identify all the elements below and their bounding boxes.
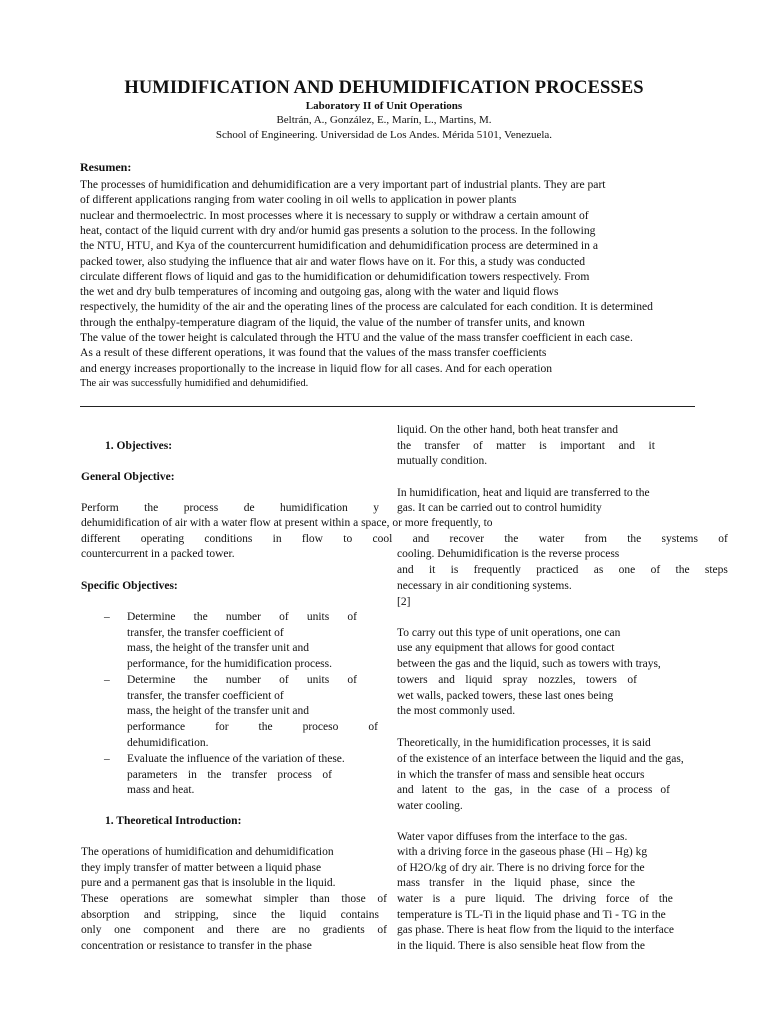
intro-line-3: pure and a permanent gas that is insoluble in the liquid. [81, 877, 336, 889]
word: towers [397, 674, 428, 686]
abstract-line: The value of the tower height is calculated through the HTU and the value of the mass transfer coefficient in each case. [80, 331, 633, 344]
bullet-1-line-1 [127, 610, 357, 626]
word: simpler [263, 893, 299, 905]
abstract-line: heat, contact of the liquid current with dry and/or humid gas presents a solution to the process. In the following [80, 223, 596, 237]
word: as [593, 564, 604, 576]
word: and [143, 909, 161, 921]
word: the [675, 564, 690, 576]
right-p3-line-2: use any equipment that allows for good contact [397, 642, 615, 654]
word: a [450, 893, 456, 905]
general-objective-line-2: dehumidification of air with a water flow at present within a space, or more frequently, to [81, 517, 493, 529]
right-p1-line-1: liquid. On the other hand, both heat transfer and [397, 424, 618, 436]
word: steps [704, 564, 728, 576]
right-p3-line-3: between the gas and the liquid, such as towers with trays, [397, 658, 661, 670]
word: nozzles, [538, 674, 576, 686]
word: of [322, 769, 332, 781]
word: gradients [322, 924, 365, 936]
word: in [272, 533, 282, 545]
word: the [271, 909, 286, 921]
word: the [658, 893, 673, 905]
intro-line-7: concentration or resistance to transfer in the phase [81, 940, 312, 952]
word: from [584, 533, 607, 545]
word: in [473, 877, 483, 889]
abstract-last-line: The air was successfully humidified and dehumidified. [80, 378, 309, 389]
word: and [397, 564, 414, 576]
word: a [604, 784, 610, 796]
right-p5-line-4 [397, 876, 635, 892]
word: Determine [127, 611, 176, 623]
word: contains [340, 909, 379, 921]
word: process [617, 784, 653, 796]
word: liquid [299, 909, 327, 921]
word: there [236, 924, 260, 936]
bullet-3-line-3: mass and heat. [127, 784, 195, 796]
right-p4-line-4 [397, 783, 670, 799]
word: de [243, 502, 255, 514]
right-p2-line-3: cooling. Dehumidification is the reverse process [397, 548, 620, 560]
word: pure [465, 893, 486, 905]
right-p4-line-2: of the existence of an interface between the liquid and the gas, [397, 753, 684, 765]
word: liquid [465, 674, 493, 686]
abstract-heading: Resumen: [80, 160, 132, 174]
word: the [491, 877, 506, 889]
word: the [207, 769, 222, 781]
right-p2-line-2: gas. It can be carried out to control humidity [397, 502, 602, 514]
right-p3-line-5: wet walls, packed towers, these last ones being [397, 690, 614, 702]
word: somewhat [205, 893, 253, 905]
word: mass [397, 877, 420, 889]
word: operations [120, 893, 169, 905]
abstract-line: the wet and dry bulb temperatures of incoming and outgoing gas, along with the water and liquid flows [80, 285, 559, 299]
word: Perform [81, 502, 119, 514]
word: the [193, 674, 208, 686]
abstract-line: The processes of humidification and dehumidification are a very important part of industrial plants. They are part [80, 178, 606, 191]
word: systems [661, 533, 698, 545]
abstract-line: the NTU, HTU, and Kya of the countercurrent humidification and dehumidification process are determined in a [80, 239, 598, 253]
word: stripping, [174, 909, 219, 921]
bullet-2-line-5: dehumidification. [127, 737, 209, 749]
word: those [341, 893, 366, 905]
right-p5-line-5 [397, 892, 673, 908]
word: y [373, 502, 379, 514]
word: matter [496, 440, 526, 452]
word: parameters [127, 769, 178, 781]
word: and [397, 784, 414, 796]
word: the [504, 533, 519, 545]
word: cool [372, 533, 393, 545]
right-p4-line-5: water cooling. [397, 800, 463, 812]
word: it [428, 564, 436, 576]
word: component [143, 924, 195, 936]
abstract-line: through the enthalpy-temperature diagram of the liquid, the value of the number of transfer units, and known [80, 315, 585, 329]
word: gas, [494, 784, 513, 796]
word: important [560, 440, 605, 452]
objectives-heading: 1. Objectives: [105, 440, 173, 452]
word: of [627, 674, 637, 686]
word: the [537, 784, 552, 796]
general-objective-heading: General Objective: [81, 471, 175, 483]
right-p5-line-6: temperature is TL-Ti in the liquid phase and Ti - TG in the [397, 909, 666, 921]
right-p5-line-2: with a driving force in the gaseous phase (Hi – Hg) kg [397, 846, 648, 858]
word: recover [449, 533, 485, 545]
abstract-line: packed tower, also studying the influence that air and water flows have on it. For this, a study was conducted [80, 254, 586, 268]
word: water [397, 893, 423, 905]
right-p5-line-7: gas phase. There is heat flow from the liquid to the interface [397, 924, 674, 936]
word: the [397, 440, 412, 452]
word: and [207, 924, 224, 936]
word: units [306, 611, 330, 623]
word: it [648, 440, 655, 452]
bullet-2-line-4 [127, 720, 378, 736]
right-p3-line-4 [397, 673, 637, 689]
word: for [215, 721, 229, 733]
bullet-3-line-1: Evaluate the influence of the variation of these. [127, 753, 345, 765]
abstract-line: As a result of these different operations, it was found that the values of the mass transfer coefficients [80, 346, 547, 360]
word: latent [421, 784, 448, 796]
section-divider [80, 406, 695, 407]
right-p3-line-6: the most commonly used. [397, 705, 516, 717]
general-objective-line-3 [81, 532, 728, 548]
affiliation: School of Engineering. Universidad de Los Andes. Mérida 5101, Venezuela. [215, 129, 553, 141]
word: is [432, 893, 441, 905]
paper-title: HUMIDIFICATION AND DEHUMIDIFICATION PROCESSES [124, 78, 644, 98]
bullet-dash: – [104, 753, 110, 765]
bullet-dash: – [104, 674, 110, 686]
intro-line-6 [81, 923, 387, 939]
intro-line-5 [81, 908, 379, 924]
citation: [2] [397, 596, 411, 608]
word: in [187, 769, 197, 781]
right-p2-line-1: In humidification, heat and liquid are transferred to the [397, 487, 650, 499]
word: phase, [550, 877, 580, 889]
word: and [618, 440, 636, 452]
word: humidification [280, 502, 348, 514]
word: and [412, 533, 430, 545]
word: of [377, 924, 387, 936]
right-p1-line-2 [397, 439, 655, 455]
right-p2-line-4 [397, 563, 728, 579]
abstract-line: and energy increases proportionally to the increase in liquid flow for all cases. And for each operation [80, 361, 553, 375]
right-p5-line-1: Water vapor diffuses from the interface to the gas. [397, 831, 628, 843]
bullet-3-line-2 [127, 768, 332, 784]
bullet-1-line-2: transfer, the transfer coefficient of [127, 627, 284, 639]
word: the [627, 533, 642, 545]
word: different [81, 533, 121, 545]
right-p5-line-8: in the liquid. There is also sensible heat flow from the [397, 940, 645, 952]
word: the [144, 502, 159, 514]
word: the [620, 877, 635, 889]
word: conditions [204, 533, 253, 545]
word: of [718, 533, 728, 545]
word: one [114, 924, 131, 936]
word: of [279, 674, 289, 686]
word: number [225, 674, 261, 686]
bullet-2-line-2: transfer, the transfer coefficient of [127, 690, 284, 702]
word: in [520, 784, 530, 796]
word: spray [502, 674, 528, 686]
word: is [539, 440, 547, 452]
word: liquid [514, 877, 542, 889]
word: since [588, 877, 612, 889]
word: is [450, 564, 459, 576]
word: liquid. [495, 893, 526, 905]
bullet-2-line-3: mass, the height of the transfer unit and [127, 705, 310, 717]
word: of [587, 784, 597, 796]
theory-heading: 1. Theoretical Introduction: [105, 815, 242, 827]
word: flow [301, 533, 323, 545]
general-objective-line-4: countercurrent in a packed tower. [81, 548, 235, 560]
word: Determine [127, 674, 176, 686]
word: performance [127, 721, 186, 733]
word: process [277, 769, 312, 781]
bullet-1-line-4: performance, for the humidification process. [127, 658, 333, 670]
general-objective-line-1 [81, 501, 379, 517]
word: absorption [81, 909, 130, 921]
word: of [660, 784, 670, 796]
intro-line-4 [81, 892, 387, 908]
word: driving [562, 893, 596, 905]
bullet-1-line-3: mass, the height of the transfer unit and [127, 642, 310, 654]
word: transfer [429, 877, 465, 889]
word: of [368, 721, 378, 733]
abstract-line: circulate different flows of liquid and gas to the humidification or dehumidification towers respectively. From [80, 269, 590, 283]
word: than [309, 893, 330, 905]
bullet-dash: – [104, 611, 110, 623]
word: of [639, 893, 649, 905]
word: are [179, 893, 194, 905]
word: towers [586, 674, 617, 686]
word: the [193, 611, 208, 623]
word: of [650, 564, 661, 576]
word: proceso [302, 721, 339, 733]
word: of [473, 440, 483, 452]
word: are [271, 924, 286, 936]
right-p1-line-3: mutually condition. [397, 455, 488, 467]
abstract-line: respectively, the humidity of the air and the operating lines of the process are calculated for each condition. It is determined [80, 300, 653, 314]
word: of [377, 893, 387, 905]
word: no [298, 924, 310, 936]
right-p5-line-3: of H2O/kg of dry air. There is no driving force for the [397, 862, 645, 874]
abstract-line: of different applications ranging from water cooling in oil wells to application in power plants [80, 193, 517, 207]
word: the [472, 784, 487, 796]
right-p4-line-3: in which the transfer of mass and sensible heat occurs [397, 769, 645, 781]
word: of [279, 611, 289, 623]
word: one [618, 564, 636, 576]
word: operating [140, 533, 185, 545]
right-p3-line-1: To carry out this type of unit operations, one can [397, 627, 621, 639]
intro-line-2: they imply transfer of matter between a liquid phase [81, 862, 322, 874]
word: practiced [536, 564, 579, 576]
right-p4-line-1: Theoretically, in the humidification processes, it is said [397, 737, 651, 749]
word: transfer [231, 769, 267, 781]
word: of [347, 674, 357, 686]
authors: Beltrán, A., González, E., Marín, L., Martins, M. [276, 114, 492, 126]
word: only [81, 924, 102, 936]
word: to [455, 784, 465, 796]
lab-subtitle: Laboratory II of Unit Operations [305, 100, 463, 112]
right-p2-line-5: necessary in air conditioning systems. [397, 580, 572, 592]
specific-objectives-heading: Specific Objectives: [81, 580, 178, 592]
word: transfer [424, 440, 460, 452]
intro-line-1: The operations of humidification and dehumidification [81, 846, 334, 858]
word: frequently [473, 564, 521, 576]
word: number [225, 611, 261, 623]
word: to [343, 533, 353, 545]
word: since [233, 909, 257, 921]
word: units [306, 674, 330, 686]
bullet-2-line-1 [127, 673, 357, 689]
word: the [258, 721, 273, 733]
abstract-line: nuclear and thermoelectric. In most processes where it is necessary to supply or withdraw a certain amount of [80, 208, 589, 222]
word: process [183, 502, 219, 514]
word: case [559, 784, 580, 796]
word: force [605, 893, 630, 905]
word: These [81, 893, 109, 905]
word: of [347, 611, 357, 623]
word: The [534, 893, 553, 905]
word: and [438, 674, 455, 686]
word: water [538, 533, 565, 545]
